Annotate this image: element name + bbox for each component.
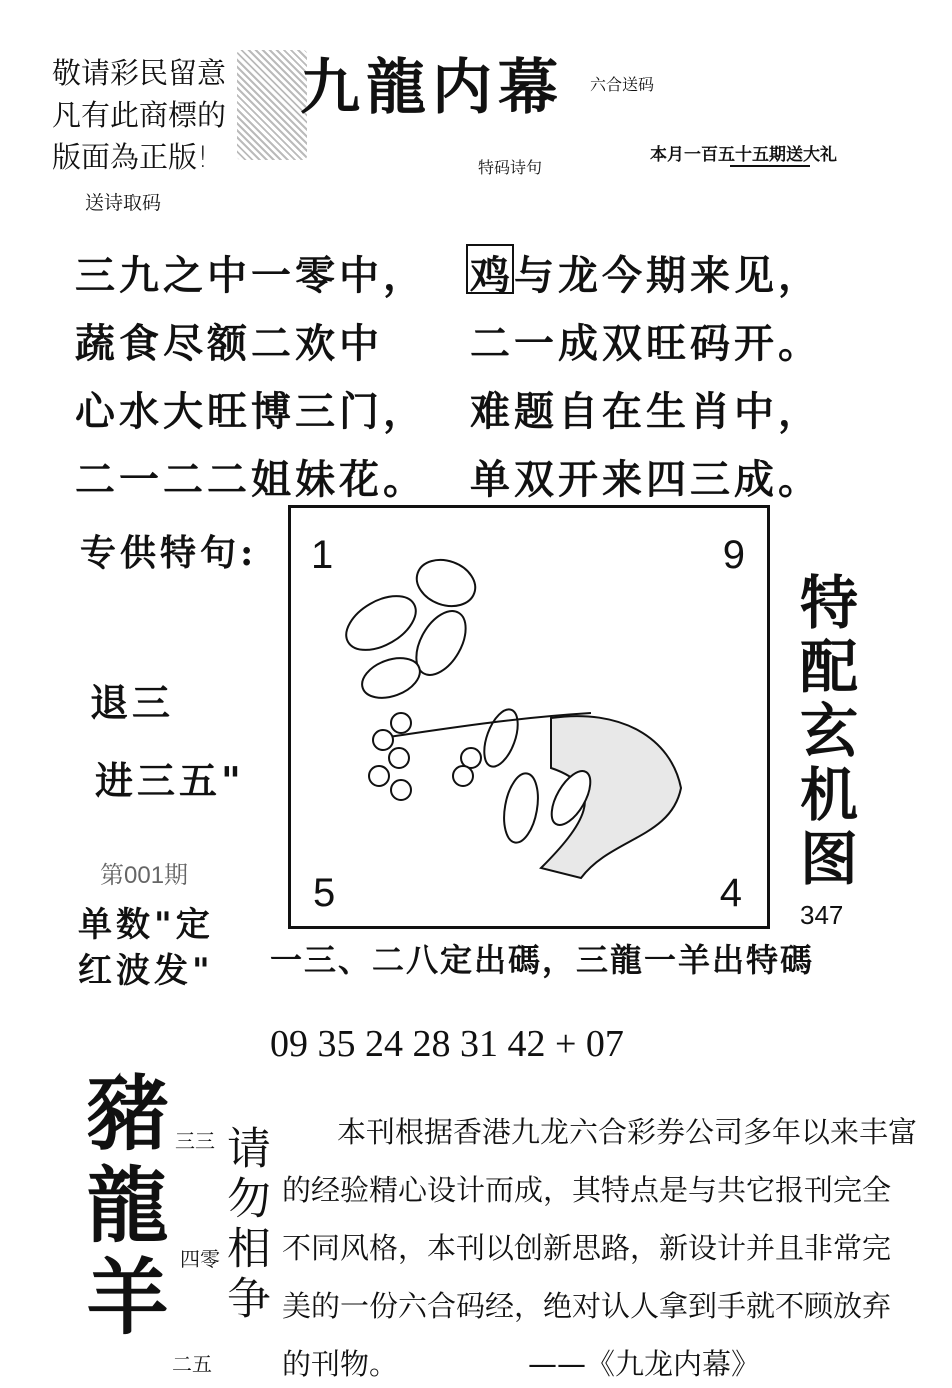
hint-line: 红波发" [78, 951, 214, 991]
special-label: 专供特句: [80, 532, 258, 574]
side-number: 347 [800, 900, 844, 930]
mark: 四零 [180, 1247, 220, 1271]
underline [730, 165, 810, 167]
side-title: 特配玄机图 [790, 572, 858, 892]
notice-line: 敬请彩民留意 [52, 56, 227, 90]
corner-number: 4 [719, 871, 742, 915]
corner-number: 9 [722, 533, 745, 577]
paragraph-line: 本刊根据香港九龙六合彩券公司多年以来丰富 [337, 1115, 918, 1149]
signature: ——《九龙内幕》 [528, 1347, 761, 1381]
issue-number: 第001期 [100, 862, 189, 889]
send-poem-label: 送诗取码 [85, 192, 162, 214]
poem-line: 三九之中一零中， [75, 252, 427, 299]
notice-line: 版面為正版! [52, 140, 209, 174]
poem-left [75, 242, 427, 514]
corner-number: 1 [311, 533, 334, 577]
trademark-logo [237, 50, 307, 160]
odd-hint [78, 902, 214, 994]
authenticity-notice [52, 52, 226, 178]
description-paragraph [282, 1103, 917, 1388]
hint-line: 单数"定 [78, 905, 214, 945]
poem-right [470, 242, 822, 514]
picture-box [288, 505, 770, 929]
winning-numbers: 09 35 24 28 31 42 + 07 [270, 1023, 624, 1065]
page-title: 九龍内幕 [300, 53, 564, 123]
paragraph-line: 美的一份六合码经，绝对认人拿到手就不顾放弃 [282, 1289, 892, 1323]
paragraph-line: 不同风格，本刊以创新思路，新设计并且非常完 [282, 1231, 892, 1265]
poem-line: 单双开来四三成。 [470, 456, 822, 503]
advance-text: 进三五" [95, 758, 245, 803]
poem-label: 特码诗句 [478, 158, 543, 177]
mark: 三三 [175, 1129, 215, 1153]
special-hint: 一三、二八定出碼，三龍一羊出特碼 [270, 941, 815, 979]
poem-line: 鸡与龙今期来见， [470, 252, 822, 299]
paragraph-line: 的经验精心设计而成，其特点是与共它报刊完全 [282, 1173, 892, 1207]
poem-line: 蔬食尽额二欢中 [75, 320, 383, 367]
poem-line: 难题自在生肖中， [470, 388, 822, 435]
poem-line: 二一二二姐妹花。 [75, 456, 427, 503]
gift-notice: 本月一百五十五期送大礼 [650, 145, 837, 165]
subtitle: 六合送码 [590, 75, 655, 94]
mark: 二五 [172, 1352, 212, 1376]
zodiac-text: 豬龍羊 [73, 1070, 169, 1346]
retreat-text: 退三 [90, 680, 175, 725]
paragraph-line: 的刊物。 [282, 1347, 399, 1381]
warning-text: 请勿相争 [219, 1125, 270, 1325]
notice-line: 凡有此商標的 [52, 98, 227, 132]
highlight-box [466, 244, 514, 294]
poem-line: 心水大旺博三门， [75, 388, 427, 435]
plant-illustration [291, 508, 767, 926]
corner-number: 5 [313, 871, 336, 915]
poem-line: 二一成双旺码开。 [470, 320, 822, 367]
